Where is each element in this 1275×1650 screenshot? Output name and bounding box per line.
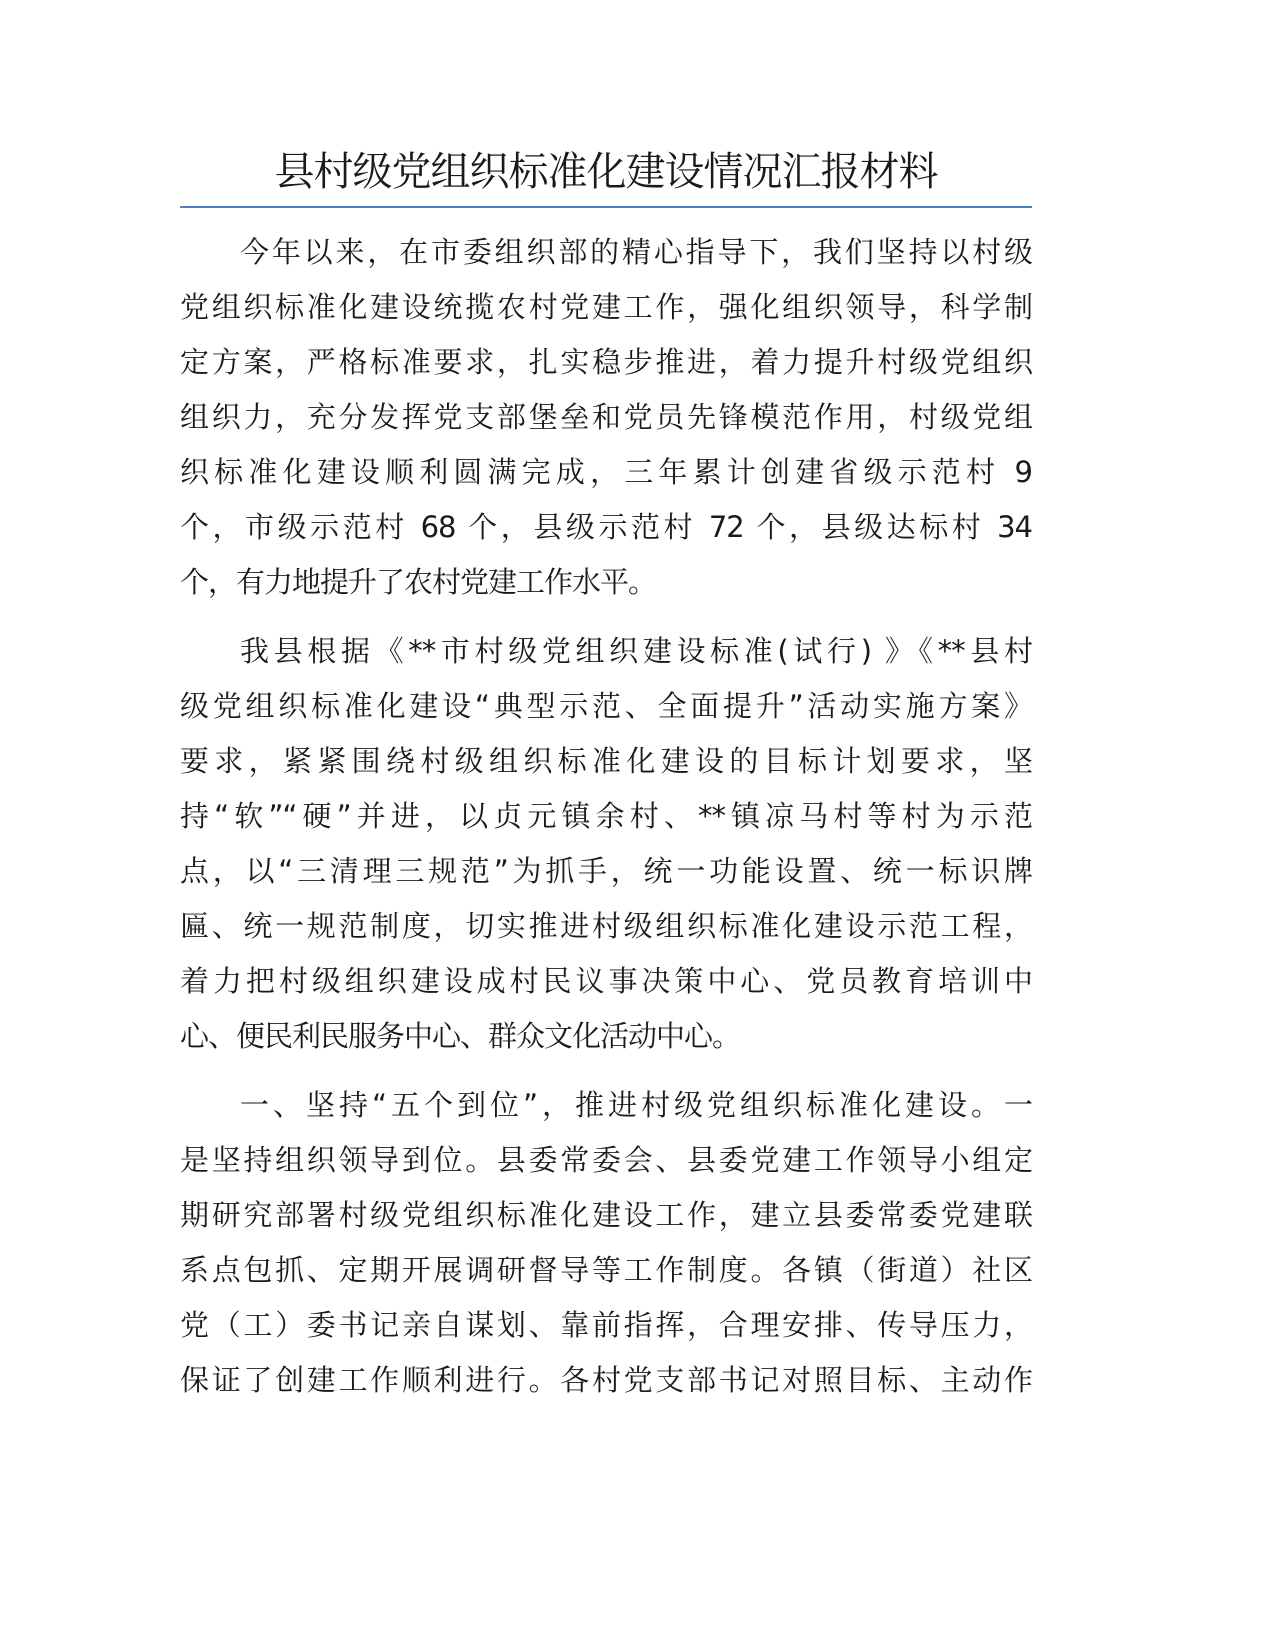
text-line: 个，市级示范村 68 个，县级示范村 72 个，县级达标村 34 — [180, 510, 1032, 544]
text-line: 定方案，严格标准要求，扎实稳步推进，着力提升村级党组织 — [180, 345, 1032, 379]
document-title: 县村级党组织标准化建设情况汇报材料 — [274, 149, 938, 195]
text-line: 期研究部署村级党组织标准化建设工作，建立县委常委党建联 — [180, 1198, 1032, 1232]
text-line: 着力把村级组织建设成村民议事决策中心、党员教育培训中 — [180, 964, 1032, 998]
text-line: 保证了创建工作顺利进行。各村党支部书记对照目标、主动作 — [180, 1363, 1032, 1397]
text-line: 我县根据《**市村级党组织建设标准(试行) 》《**县村 — [240, 634, 1032, 668]
text-line: 织标准化建设顺利圆满完成，三年累计创建省级示范村 9 — [180, 455, 1032, 489]
paragraph-2 — [180, 624, 1032, 1064]
text-line: 个，有力地提升了农村党建工作水平。 — [180, 565, 657, 599]
text-line: 组织力，充分发挥党支部堡垒和党员先锋模范作用，村级党组 — [180, 400, 1032, 434]
paragraph-1 — [180, 225, 1032, 610]
text-line: 点，以“三清理三规范”为抓手，统一功能设置、统一标识牌 — [180, 854, 1032, 888]
text-line: 心、便民利民服务中心、群众文化活动中心。 — [180, 1019, 741, 1053]
text-line: 持“软”“硬”并进，以贞元镇余村、**镇凉马村等村为示范 — [180, 799, 1032, 833]
paragraph-3 — [180, 1078, 1032, 1408]
text-line: 是坚持组织领导到位。县委常委会、县委党建工作领导小组定 — [180, 1143, 1032, 1177]
text-line: 级党组织标准化建设“典型示范、全面提升”活动实施方案》 — [180, 689, 1032, 723]
text-line: 要求，紧紧围绕村级组织标准化建设的目标计划要求，坚 — [180, 744, 1032, 778]
text-line: 匾、统一规范制度，切实推进村级组织标准化建设示范工程， — [180, 909, 1032, 943]
text-line: 党（工）委书记亲自谋划、靠前指挥，合理安排、传导压力， — [180, 1308, 1032, 1342]
text-line: 一、坚持“五个到位”，推进村级党组织标准化建设。一 — [240, 1088, 1032, 1122]
text-line: 系点包抓、定期开展调研督导等工作制度。各镇（街道）社区 — [180, 1253, 1032, 1287]
text-line: 党组织标准化建设统揽农村党建工作，强化组织领导，科学制 — [180, 290, 1032, 324]
title-divider — [180, 206, 1032, 208]
text-line: 今年以来，在市委组织部的精心指导下，我们坚持以村级 — [240, 235, 1032, 269]
